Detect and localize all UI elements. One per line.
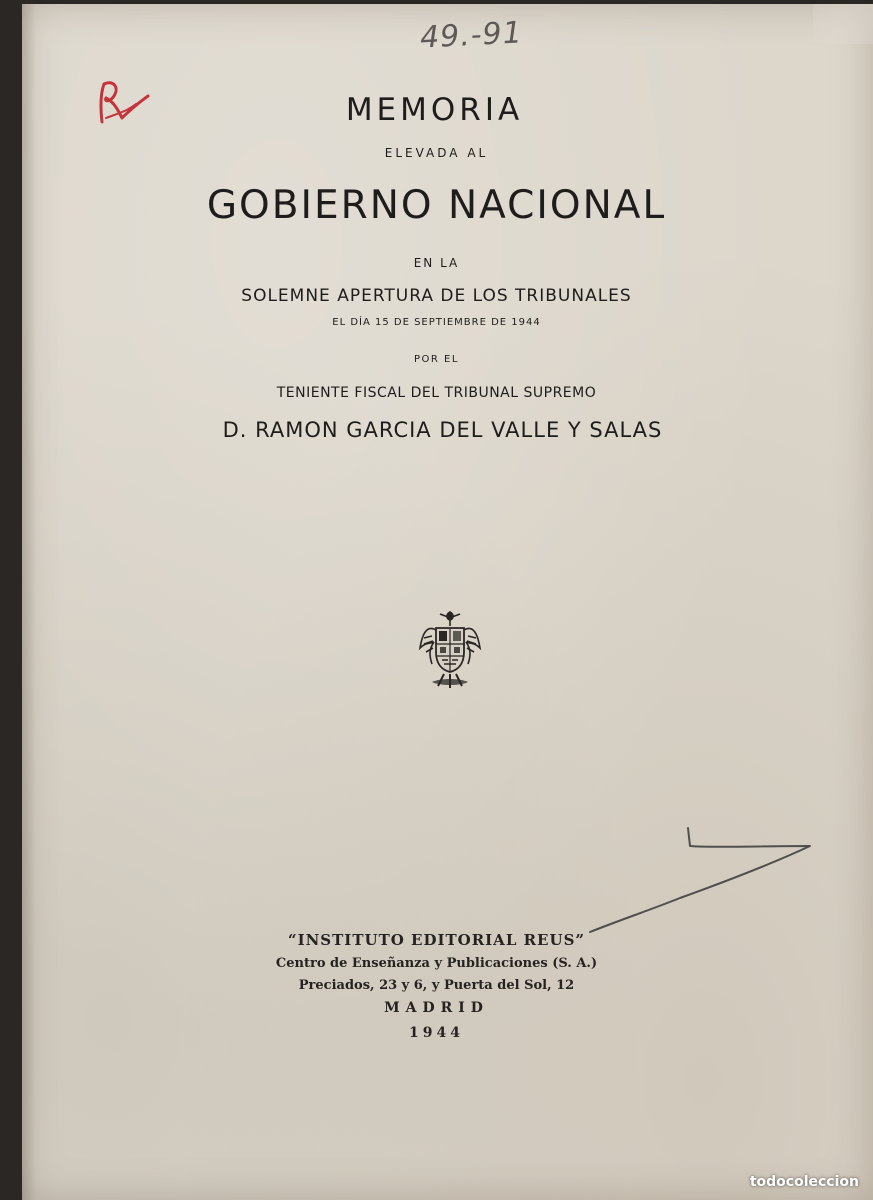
eagle-coat-of-arms-icon — [418, 608, 482, 692]
publication-year: 1944 — [409, 1025, 464, 1041]
publisher-address: Preciados, 23 y 6, y Puerta del Sol, 12 — [298, 978, 575, 993]
publisher-description: Centro de Enseñanza y Publicaciones (S. A.) — [275, 956, 598, 971]
publisher-name: “INSTITUTO EDITORIAL REUS” — [287, 931, 586, 949]
cover-date-line: EL DÍA 15 DE SEPTIEMBRE DE 1944 — [332, 317, 541, 328]
cover-event: SOLEMNE APERTURA DE LOS TRIBUNALES — [241, 286, 632, 306]
watermark: todocoleccion — [749, 1174, 859, 1190]
cover-connector: EN LA — [413, 256, 460, 270]
publisher-city: MADRID — [384, 1000, 489, 1016]
cover-position: TENIENTE FISCAL DEL TRIBUNAL SUPREMO — [276, 385, 597, 401]
cover-author: D. RAMON GARCIA DEL VALLE Y SALAS — [222, 418, 663, 442]
pencil-stroke-icon — [560, 820, 820, 940]
cover-corner-highlight — [813, 4, 873, 44]
cover-title: MEMORIA — [345, 92, 524, 128]
cover-subtitle: ELEVADA AL — [384, 146, 489, 160]
handwritten-number: 49.-91 — [419, 15, 524, 56]
cover-by-line: POR EL — [414, 354, 459, 365]
cover-heading: GOBIERNO NACIONAL — [206, 183, 667, 228]
